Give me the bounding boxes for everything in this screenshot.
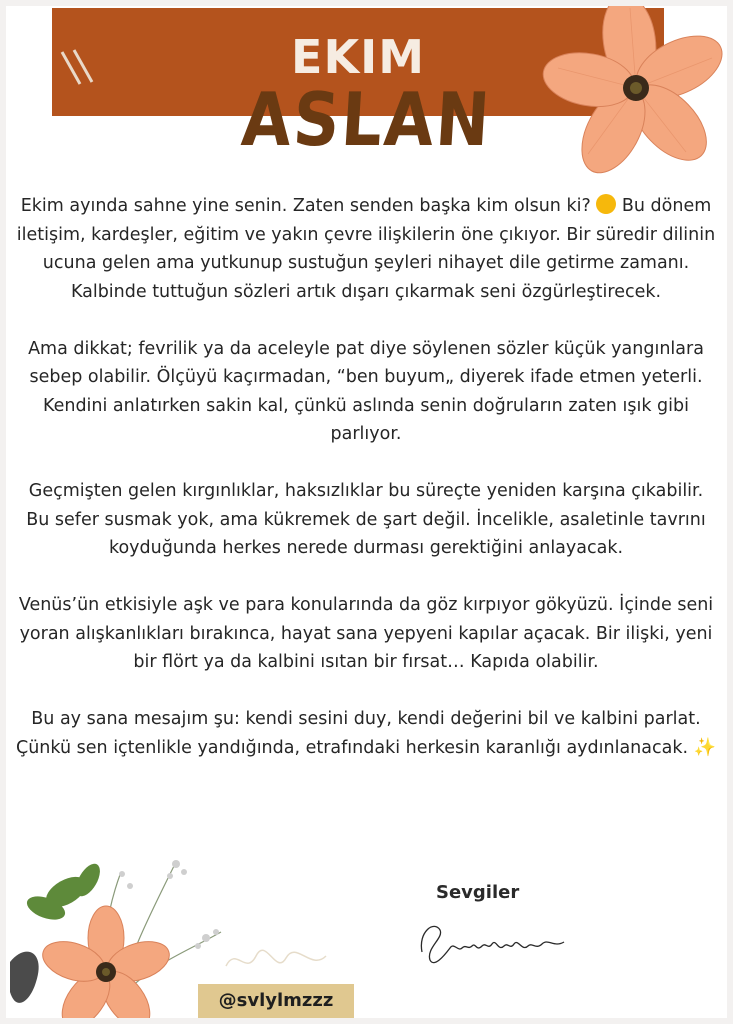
paragraph-5: Bu ay sana mesajım şu: kendi sesini duy, kendi değerini bil ve kalbini parlat. Çünkü sen içtenlikle yandığında, etrafındaki herkesin karanlığı aydınlanacak. ✨ bbox=[16, 709, 717, 758]
paragraph-1: Ekim ayında sahne yine senin. Zaten senden başka kim olsun ki? Bu dönem iletişim, kardeşler, eğitim ve yakın çevre ilişkilerin öne çıkıyor. Bir süredir dilinin ucuna gelen ama yutkunup sustuğun şeyleri nihayet dile getirme zamanı. Kalbinde tuttuğun sözleri artık dışarı çıkarmak seni özgürleştirecek. bbox=[16, 196, 716, 302]
handwritten-signature bbox=[414, 912, 574, 972]
zodiac-sign-title: ASLAN bbox=[239, 78, 494, 164]
sign-off: Sevgiler bbox=[436, 882, 520, 903]
post-page bbox=[6, 6, 727, 1018]
faint-script-watermark bbox=[216, 936, 336, 986]
flower-decoration-top bbox=[536, 6, 727, 186]
upside-down-face-emoji-icon bbox=[596, 194, 616, 214]
horoscope-text bbox=[16, 192, 716, 791]
paragraph-2: Ama dikkat; fevrilik ya da aceleyle pat diye söylenen sözler küçük yangınlara sebep olabilir. Ölçüyü kaçırmadan, “ben buyum„ diyerek ifade etmen yeterli. Kendini anlatırken sakin kal, çünkü aslında senin doğruların zaten ışık gibi parlıyor. bbox=[28, 338, 704, 444]
sparkles-emoji-icon: ✨ bbox=[693, 736, 717, 758]
social-handle-badge bbox=[198, 984, 354, 1018]
social-handle: @svlylmzzz bbox=[218, 990, 334, 1011]
month-title: EKIM bbox=[291, 30, 425, 84]
paragraph-4: Venüs’ün etkisiyle aşk ve para konularında da göz kırpıyor gökyüzü. İçinde seni yoran alışkanlıkları bırakınca, hayat sana yepyeni kapılar açacak. Bir ilişki, yeni bir flört ya da kalbini ısıtan bir fırsat… Kapıda olabilir. bbox=[18, 595, 714, 672]
paragraph-3: Geçmişten gelen kırgınlıklar, haksızlıklar bu süreçte yeniden karşına çıkabilir. Bu sefer susmak yok, ama kükremek de şart değil. İncelikle, asaletinle tavrını koyduğunda herkes nerede durması gerektiğini anlayacak. bbox=[26, 481, 706, 558]
